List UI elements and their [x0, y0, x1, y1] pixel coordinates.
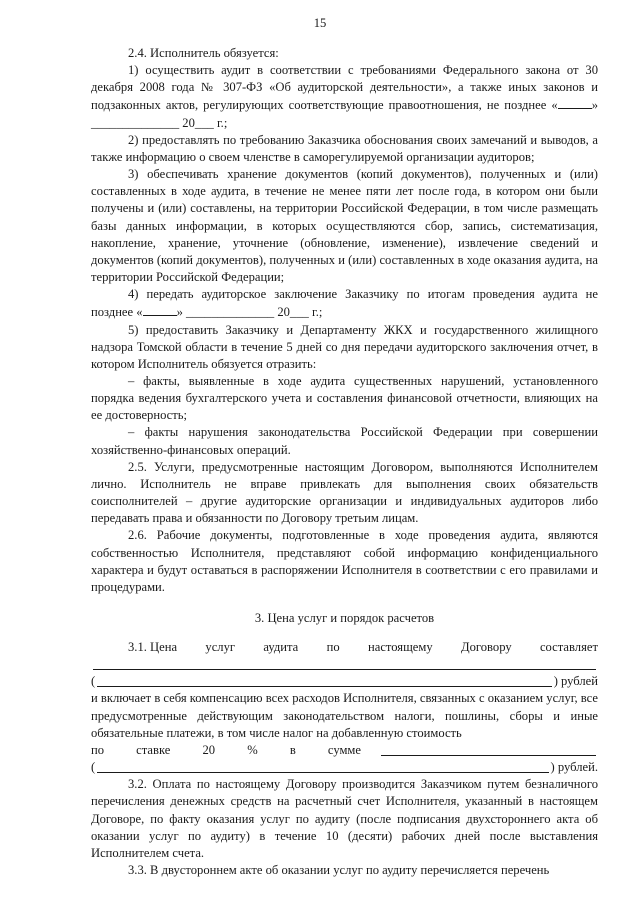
day-blank — [558, 96, 592, 109]
clause-3-1-first-line — [91, 639, 598, 656]
section-3-title: 3. Цена услуг и порядок расчетов — [254, 611, 435, 625]
word: составляет — [539, 640, 598, 655]
word: ставке — [136, 742, 171, 757]
clause-2-4-item-2: 2) предоставлять по требованию Заказчика обоснования своих замечаний и выводов, а также информацию о своем членстве в саморегулируемой организации аудиторов; — [91, 132, 598, 164]
clause-2-4-item-1 — [91, 62, 598, 132]
clause-3-3: 3.3. В двустороннем акте об оказании услуг по аудиту перечисляется перечень — [128, 863, 550, 878]
word: по — [326, 640, 340, 655]
clause-3-2: 3.2. Оплата по настоящему Договору производится Заказчиком путем безналичного перечисления денежных средств на расчетный счет Исполнителя, указанный в настоящем Договоре, по факту оказания услуг по аудиту (после подписания двухстороннего акта об оказании услуг по аудиту) в течение 10 (десяти) рабочих дней после выставления Исполнителем счета. — [91, 777, 598, 860]
vat-in-words-blank — [97, 771, 548, 773]
vat-words — [91, 742, 361, 759]
vat-amount-blank — [381, 754, 596, 756]
vat-words-line — [91, 759, 598, 776]
word: по — [91, 742, 105, 757]
price-in-words-blank — [97, 685, 551, 687]
clause-2-4-item-4 — [91, 286, 598, 321]
clause-2-4-item-5: 5) предоставить Заказчику и Департаменту ЖКХ и государственного жилищного надзора Томской области в течение 5 дней со дня передачи аудиторского заключения отчет, в котором Исполнитель обязуется отразить: — [91, 322, 598, 371]
document-body — [91, 45, 598, 879]
page-number: 15 — [313, 16, 327, 30]
price-blank-line — [91, 656, 598, 673]
clause-2-4-heading: 2.4. Исполнитель обязуется: — [128, 46, 279, 60]
word: настоящему — [367, 640, 433, 655]
clause-2-5: 2.5. Услуги, предусмотренные настоящим Договором, выполняются Исполнителем лично. Исполнитель не вправе привлекать для выполнения своих обязательств соисполнителей – другие аудиторские организации и индивидуальных аудиторов либо передавать права и обязанности по Договору третьим лицам. — [91, 459, 598, 526]
open-paren: ( — [91, 674, 96, 689]
word: услуг — [205, 640, 236, 655]
item-4-text: 4) передать аудиторское заключение Заказчику по итогам проведения аудита не позднее « — [91, 287, 598, 320]
clause-2-4-dash-2: – факты нарушения законодательства Российской Федерации при совершении хозяйственно-финансовых операций. — [91, 425, 598, 457]
price-words-line — [91, 673, 598, 690]
word: в — [289, 742, 296, 757]
word: 20 — [202, 742, 216, 757]
rubles-label: ) рублей. — [550, 760, 598, 775]
word: аудита — [263, 640, 299, 655]
item-1-text: 1) осуществить аудит в соответствии с требованиями Федерального закона от 30 декабря 2008 года № 307-ФЗ «Об аудиторской деятельности», а также иных законов и подзаконных актов, регулирующих соответствующие правоотношения, не позднее « — [91, 63, 598, 113]
word: Договору — [461, 640, 512, 655]
day-blank — [143, 303, 177, 316]
word: % — [247, 742, 258, 757]
vat-line — [91, 742, 598, 759]
price-blank — [93, 668, 596, 670]
word: 3.1. Цена — [128, 640, 178, 655]
rubles-label: ) рублей — [553, 674, 598, 689]
item-1-tail: » ______________ 20___ г.; — [91, 98, 598, 130]
clause-2-6: 2.6. Рабочие документы, подготовленные в ходе проведения аудита, являются собственностью Исполнителя, представляют собой информацию конфиденциального характера и будут оставаться в распоряжении Исполнителя в соответствии с его правилами и процедурами. — [91, 528, 598, 594]
item-4-tail: » ______________ 20___ г.; — [176, 305, 323, 320]
clause-3-1-body: и включает в себя компенсацию всех расходов Исполнителя, связанных с оказанием услуг, все предусмотренные действующим законодательством налоги, пошлины, сборы и иные обязательные платежи, в том числе налог на добавленную стоимость — [91, 691, 599, 740]
word: сумме — [327, 742, 361, 757]
clause-2-4-dash-1: – факты, выявленные в ходе аудита существенных нарушений, установленного порядка ведения бухгалтерского учета и составления финансовой отчетности, влияющих на ее достоверность; — [91, 373, 598, 423]
clause-2-4-item-3: 3) обеспечивать хранение документов (копий документов), полученных и (или) составленных в ходе аудита, в течение не менее пяти лет после года, в котором они были получены и (или) составлены, на территории Российской Федерации, в том числе размещать базы данных информации, в которых осуществляются сбор, запись, систематизация, накопление, хранение, уточнение (обновление, изменение), извлечение сведений и документов (копий документов), полученных и (или) составленных в ходе оказания аудита, на территории Российской Федерации; — [91, 167, 598, 285]
open-paren: ( — [91, 760, 96, 775]
